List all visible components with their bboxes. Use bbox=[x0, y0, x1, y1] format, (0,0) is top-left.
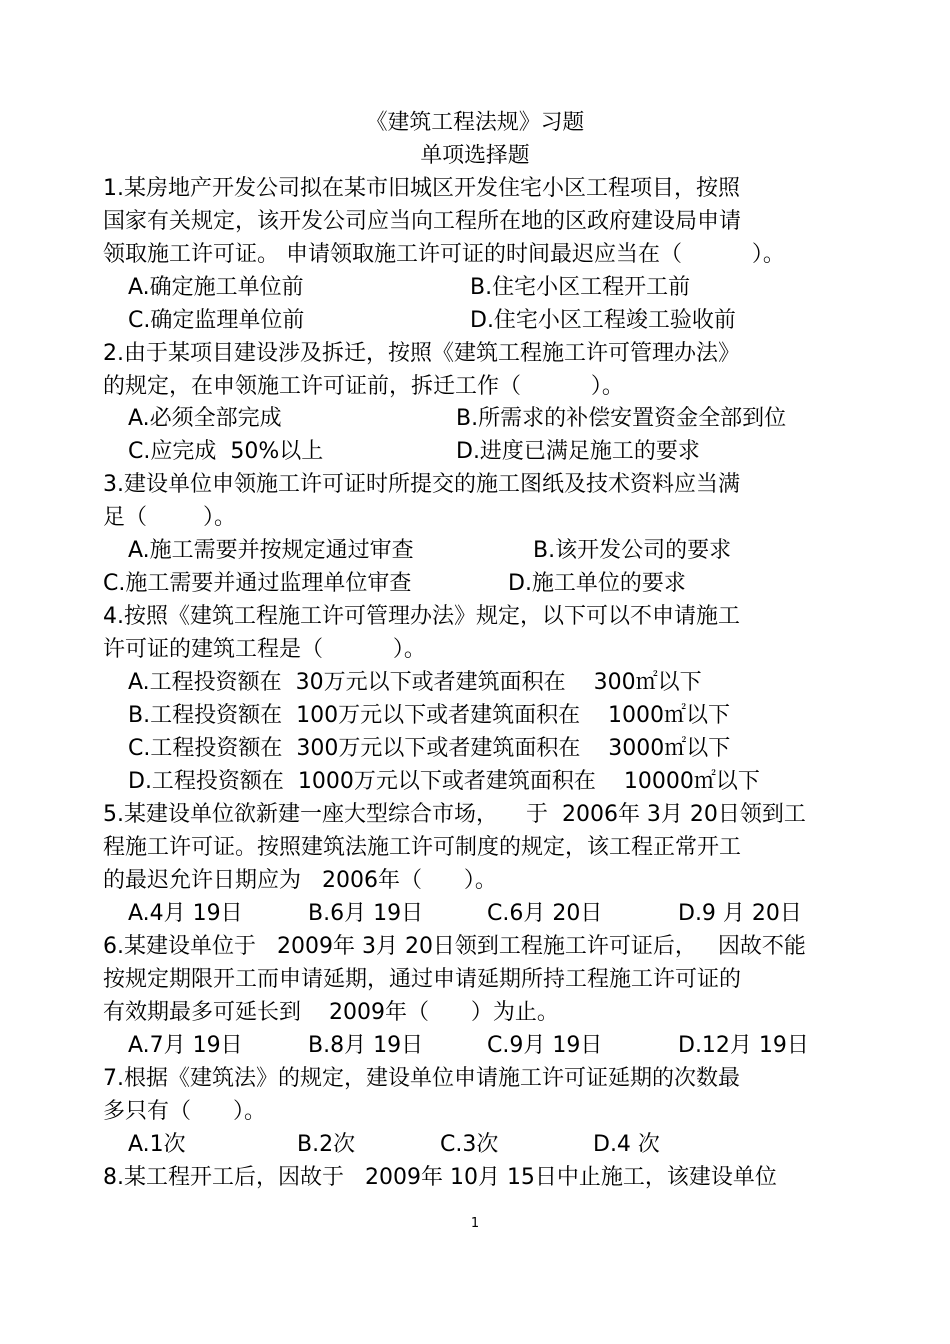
document-title: 《建筑工程法规》习题 bbox=[365, 110, 585, 135]
q7-option-b: B.2次 bbox=[297, 1132, 356, 1157]
q6-stem-line-1: 6.某建设单位于 2009年 3月 20日领到工程施工许可证后， 因故不能 bbox=[103, 934, 806, 959]
q6-stem-line-3: 有效期最多可延长到 2009年（ ）为止。 bbox=[103, 1000, 559, 1025]
q3-stem-line-2: 足（ ）。 bbox=[103, 505, 236, 530]
q7-stem-line-2: 多只有（ ）。 bbox=[103, 1099, 266, 1124]
q3-option-c: C.施工需要并通过监理单位审查 bbox=[103, 571, 412, 596]
q2-stem-line-2: 的规定，在申领施工许可证前，拆迁工作（ ）。 bbox=[103, 374, 624, 399]
q1-option-b: B.住宅小区工程开工前 bbox=[470, 275, 691, 300]
q8-stem-line-1: 8.某工程开工后，因故于 2009年 10月 15日中止施工，该建设单位 bbox=[103, 1165, 777, 1190]
q1-option-a: A.确定施工单位前 bbox=[128, 275, 304, 300]
page-number: 1 bbox=[470, 1216, 480, 1231]
q3-stem-line-1: 3.建设单位申领施工许可证时所提交的施工图纸及技术资料应当满 bbox=[103, 472, 740, 497]
q6-stem-line-2: 按规定期限开工而申请延期，通过申请延期所持工程施工许可证的 bbox=[103, 967, 742, 992]
q2-option-d: D.进度已满足施工的要求 bbox=[456, 439, 700, 464]
q1-stem-line-3: 领取施工许可证。 申请领取施工许可证的时间最迟应当在（ ）。 bbox=[103, 242, 785, 267]
q3-option-a: A.施工需要并按规定通过审查 bbox=[128, 538, 414, 563]
q7-option-c: C.3次 bbox=[440, 1132, 499, 1157]
q6-option-b: B.8月 19日 bbox=[308, 1033, 424, 1058]
q6-option-c: C.9月 19日 bbox=[487, 1033, 603, 1058]
q1-option-d: D.住宅小区工程竣工验收前 bbox=[470, 308, 736, 333]
q5-stem-line-1: 5.某建设单位欲新建一座大型综合市场， 于 2006年 3月 20日领到工 bbox=[103, 802, 806, 827]
q4-stem-line-2: 许可证的建筑工程是（ ）。 bbox=[103, 637, 426, 662]
q7-stem-line-1: 7.根据《建筑法》的规定，建设单位申请施工许可证延期的次数最 bbox=[103, 1066, 740, 1091]
q5-option-b: B.6月 19日 bbox=[308, 901, 424, 926]
q3-option-b: B.该开发公司的要求 bbox=[533, 538, 732, 563]
q4-option-d: D.工程投资额在 1000万元以下或者建筑面积在 10000㎡以下 bbox=[128, 769, 760, 794]
q5-option-c: C.6月 20日 bbox=[487, 901, 603, 926]
q6-option-a: A.7月 19日 bbox=[128, 1033, 243, 1058]
q4-option-b: B.工程投资额在 100万元以下或者建筑面积在 1000㎡以下 bbox=[128, 703, 731, 728]
q4-stem-line-1: 4.按照《建筑工程施工许可管理办法》规定，以下可以不申请施工 bbox=[103, 604, 740, 629]
q1-option-c: C.确定监理单位前 bbox=[128, 308, 305, 333]
q5-option-a: A.4月 19日 bbox=[128, 901, 243, 926]
q5-stem-line-3: 的最迟允许日期应为 2006年（ ）。 bbox=[103, 868, 497, 893]
section-heading: 单项选择题 bbox=[420, 143, 530, 168]
q1-stem-line-1: 1.某房地产开发公司拟在某市旧城区开发住宅小区工程项目，按照 bbox=[103, 176, 740, 201]
q7-option-d: D.4 次 bbox=[593, 1132, 660, 1157]
q5-option-d: D.9 月 20日 bbox=[678, 901, 802, 926]
q2-option-b: B.所需求的补偿安置资金全部到位 bbox=[456, 406, 787, 431]
q2-stem-line-1: 2.由于某项目建设涉及拆迁，按照《建筑工程施工许可管理办法》 bbox=[103, 341, 740, 366]
q6-option-d: D.12月 19日 bbox=[678, 1033, 809, 1058]
q4-option-a: A.工程投资额在 30万元以下或者建筑面积在 300㎡以下 bbox=[128, 670, 702, 695]
q5-stem-line-2: 程施工许可证。按照建筑法施工许可制度的规定，该工程正常开工 bbox=[103, 835, 742, 860]
q3-option-d: D.施工单位的要求 bbox=[508, 571, 686, 596]
q1-stem-line-2: 国家有关规定，该开发公司应当向工程所在地的区政府建设局申请 bbox=[103, 209, 742, 234]
q2-option-c: C.应完成 50%以上 bbox=[128, 439, 324, 464]
q4-option-c: C.工程投资额在 300万元以下或者建筑面积在 3000㎡以下 bbox=[128, 736, 731, 761]
q7-option-a: A.1次 bbox=[128, 1132, 186, 1157]
q2-option-a: A.必须全部完成 bbox=[128, 406, 282, 431]
